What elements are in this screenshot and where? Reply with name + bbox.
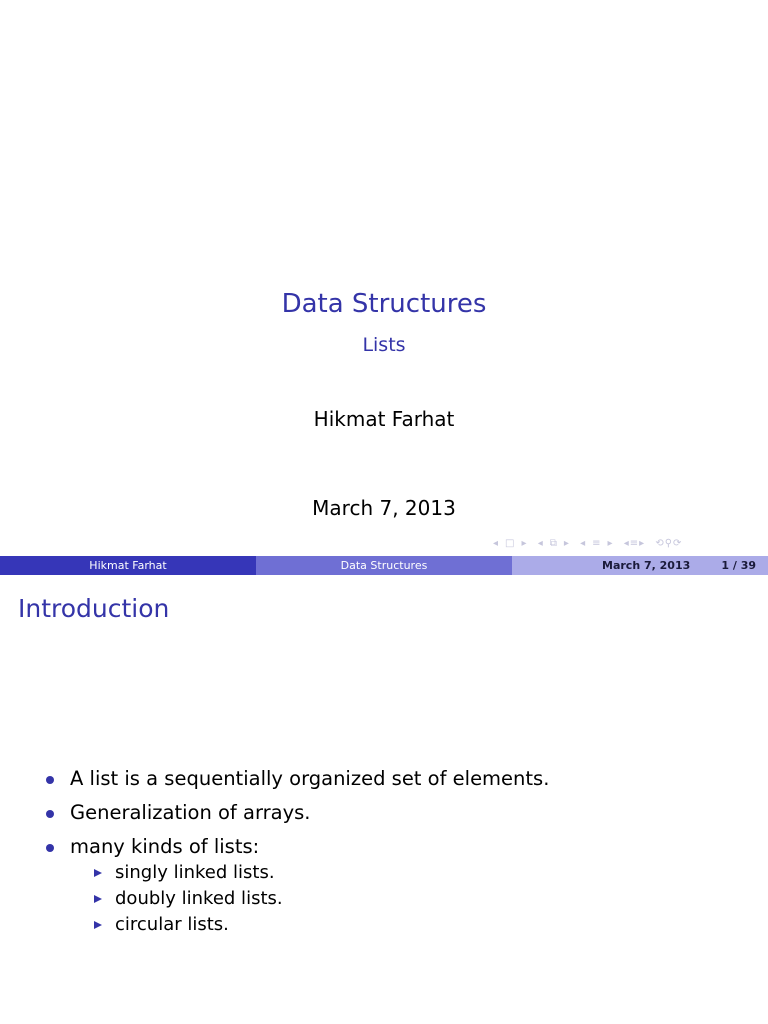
footer-date: March 7, 2013	[602, 559, 691, 572]
nav-next-section-icon[interactable]: ▸	[607, 538, 614, 549]
sub-list-item: circular lists.	[70, 912, 768, 938]
footer-page-number: 1 / 39	[721, 559, 756, 572]
frame-title: Introduction	[18, 594, 170, 623]
nav-document-icon[interactable]: ◂≡▸	[623, 538, 646, 549]
footer-title: Data Structures	[256, 556, 512, 575]
nav-prev-subsection-icon[interactable]: ◂	[537, 538, 544, 549]
nav-subsection-icon[interactable]: ⧉	[549, 538, 558, 549]
sub-bullet-list	[70, 860, 768, 938]
bullet-dot-icon	[46, 776, 54, 784]
nav-next-subsection-icon[interactable]: ▸	[563, 538, 570, 549]
content-slide	[0, 576, 768, 1024]
list-item: A list is a sequentially organized set of elements.	[0, 762, 768, 796]
presentation-author: Hikmat Farhat	[313, 407, 455, 431]
triangle-bullet-icon	[94, 921, 102, 929]
triangle-bullet-icon	[94, 895, 102, 903]
sub-list-item: doubly linked lists.	[70, 886, 768, 912]
sub-list-item: singly linked lists.	[70, 860, 768, 886]
bullet-list	[0, 762, 768, 938]
nav-next-frame-icon[interactable]: ▸	[521, 538, 528, 549]
nav-frame-icon[interactable]: □	[505, 538, 516, 549]
slide-footer	[0, 556, 768, 575]
list-item: Generalization of arrays.	[0, 796, 768, 830]
nav-section-icon[interactable]: ≡	[592, 538, 602, 549]
footer-author: Hikmat Farhat	[0, 556, 256, 575]
beamer-navigation-bar	[490, 538, 685, 549]
bullet-dot-icon	[46, 810, 54, 818]
nav-prev-frame-icon[interactable]: ◂	[493, 538, 500, 549]
footer-date-page	[512, 556, 768, 575]
nav-search-icon[interactable]: ⟲⚲⟳	[655, 538, 683, 549]
bullet-dot-icon	[46, 844, 54, 852]
nav-prev-section-icon[interactable]: ◂	[580, 538, 587, 549]
triangle-bullet-icon	[94, 869, 102, 877]
list-item: many kinds of lists: singly linked lists. doubly linked lists. circular lists.	[0, 830, 768, 938]
presentation-title: Data Structures	[281, 289, 487, 319]
presentation-subtitle: Lists	[362, 334, 406, 356]
presentation-date: March 7, 2013	[312, 496, 456, 520]
